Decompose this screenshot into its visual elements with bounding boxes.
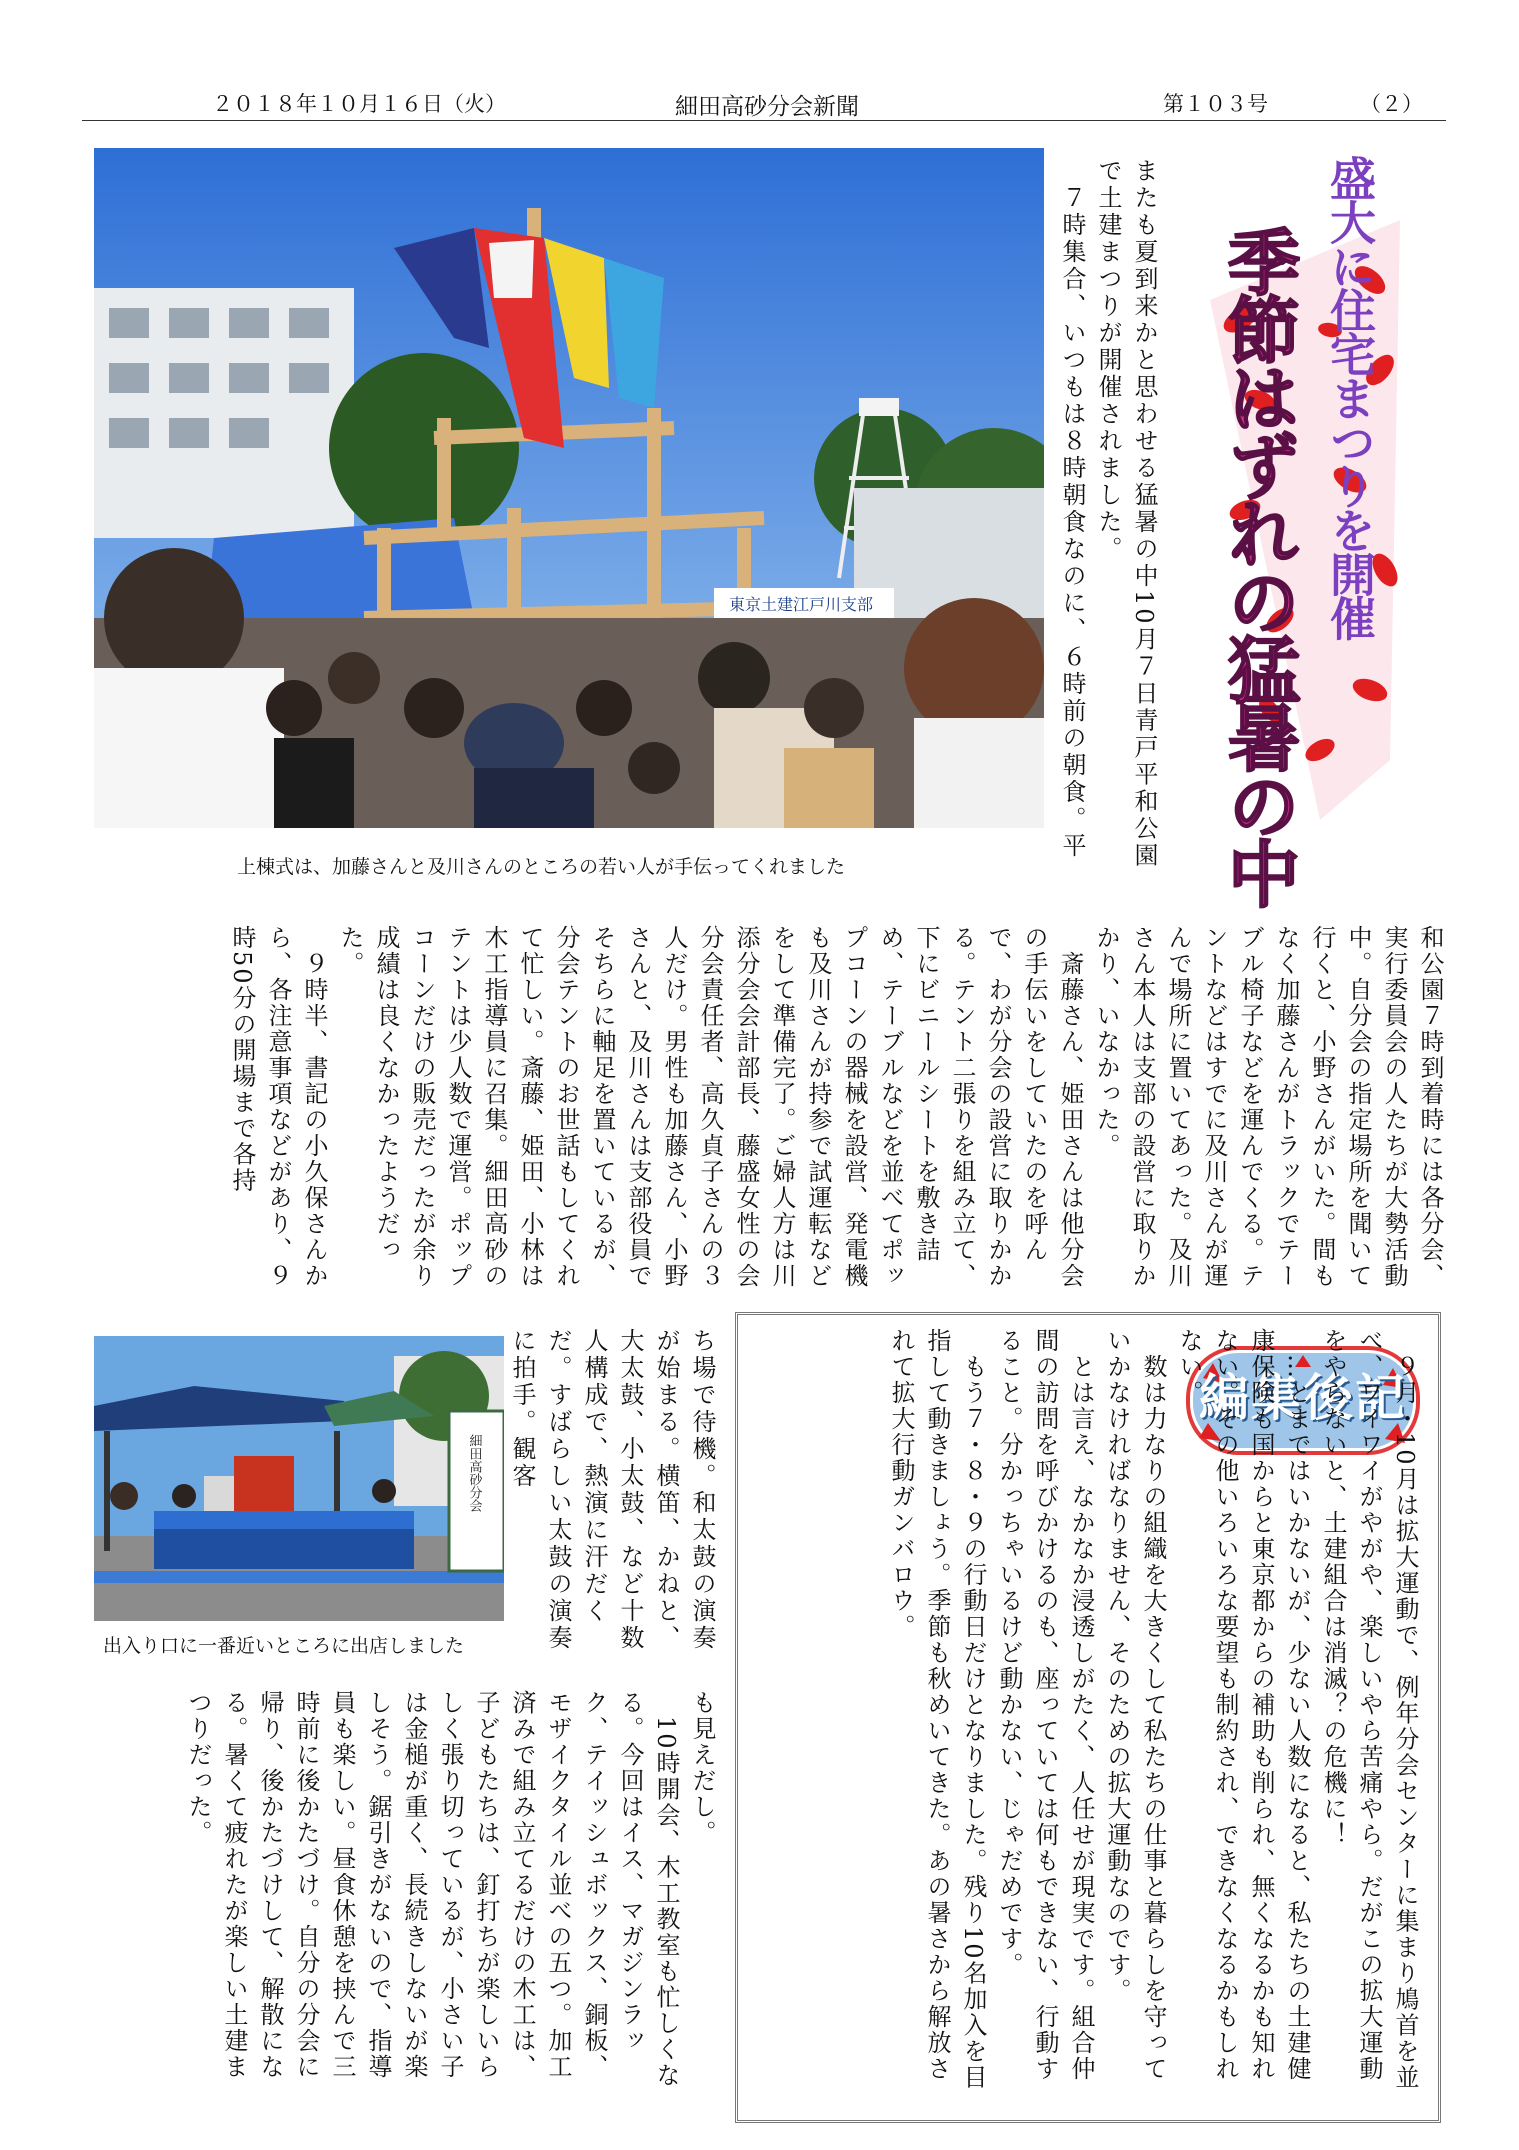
tent-photo-caption: 出入り口に一番近いところに出店しました [103,1635,465,1657]
header-page: （２） [1360,92,1423,116]
header-issue: 第１０３号 [1163,92,1268,116]
editorial-title: 編集後記 [1199,1369,1407,1427]
headline-main: 季節はずれの猛暑の中 [1216,225,1300,905]
editorial-text: ９月・10月は拡大運動で、例年分会センターに集まり鳩首を並べ、ワイワイがやがや、楽しいやら苦痛やら。だがこの拡大運動をやらないと、土建組合は消滅？の危機に！ …とまではいかないが、少ない人数になると、私たちの土建健康保険も国からと東京都からの補助も削られ、無くなるかも知れない。その他いろいろな要望も制約され、できなくなるかもしれない。 数は力なりの組織を大きくして私たちの仕事と暮らしを守っていかなければなりません、そのための拡大運動なのです。 とは言え、なかなか浸透しがたく、人任せが現実です。組合仲間の訪問を呼びかけるのも、座っていては何もできない、行動すること。分かっちゃいるけど動かない、じゃだめです。 もう７・８・９の行動日だけとなりました。残り10名加入を目指して動きましょう。季節も秋めいてきた。あの暑さから解放されて拡大行動ガンバロウ。 [887,1328,1419,2091]
header-date: ２０１８年１０月１６日（火） [212,92,506,116]
header-paper-name: 細田高砂分会新聞 [675,94,859,120]
festival-photo-caption: 上棟式は、加藤さんと及川さんのところの若い人が手伝ってくれました [237,856,846,878]
festival-banner-text: 東京土建江戸川支部 [729,595,874,614]
headline-sub: 盛大に住宅まつりを開催 [1323,155,1377,639]
tent-photo [94,1336,504,1621]
tent-sign-text: 細田高砂分会 [466,1434,482,1512]
article-mid2-text: ち場で待機。和太鼓の演奏が始まる。横笛、かねと、大太鼓、小太鼓、など十数人構成で、熱演に汗だくだ。すばらしい太鼓の演奏に拍手。観客 [508,1328,716,1652]
festival-photo [94,148,1044,828]
article-bottom-text: も見えだし。 10時開会、木工教室も忙しくなる。今回はイス、マガジンラック、テイッシュボックス、銅板、モザイクタイル並べの五つ。加工済みで組み立てるだけの木工は、子どもたちは、釘打ちが楽しいらしく張り切っているが、小さい子は金槌が重く、長続きしないが楽しそう。鋸引きがないので、指導員も楽しい。昼食休憩を挟んで三時前に後かたづけ。自分の分会に帰り、後かたづけして、解散になる。暑くて疲れたが楽しい土建まつりだった。 [184,1690,716,2089]
article-main-text: 和公園７時到着時には各分会、実行委員会の人たちが大勢活動中。自分会の指定場所を聞いて行くと、小野さんがいた。間もなく加藤さんがトラックでテーブル椅子などを運んでくる。テントなどはすでに及川さんが運んで場所に置いてあった。及川さん本人は支部の設営に取りかかり、いなかった。 斎藤さん、姫田さんは他分会の手伝いをしていたのを呼んで、わが分会の設営に取りかかる。テント二張りを組み立て、下にビニールシートを敷き詰め、テーブルなどを並べてポップコーンの器械を設営、発電機も及川さんが持参で試運転などをして準備完了。ご婦人方は川添分会会計部長、藤盛女性の会分会責任者、高久貞子さんの３人だけ。男性も加藤さん、小野さんと、及川さんは支部役員でそちらに軸足を置いているが、分会テントのお世話もしてくれて忙しい。斎藤、姫田、小林は木工指導員に召集。細田高砂のテントは少人数で運営。ポップコーンだけの販売だったが余り成績は良くなかったようだった。 ９時半、書記の小久保さんから、各注意事項などがあり、９時50分の開場まで各持 [228,925,1444,1289]
article-intro-text: またも夏到来かと思わせる猛暑の中10月７日青戸平和公園で土建まつりが開催されました。 ７時集合、いつもは８時朝食なのに、６時前の朝食。平 [1058,158,1158,870]
tent-photo-illustration [94,1336,504,1621]
festival-photo-illustration [94,148,1044,828]
header-rule [82,120,1446,121]
